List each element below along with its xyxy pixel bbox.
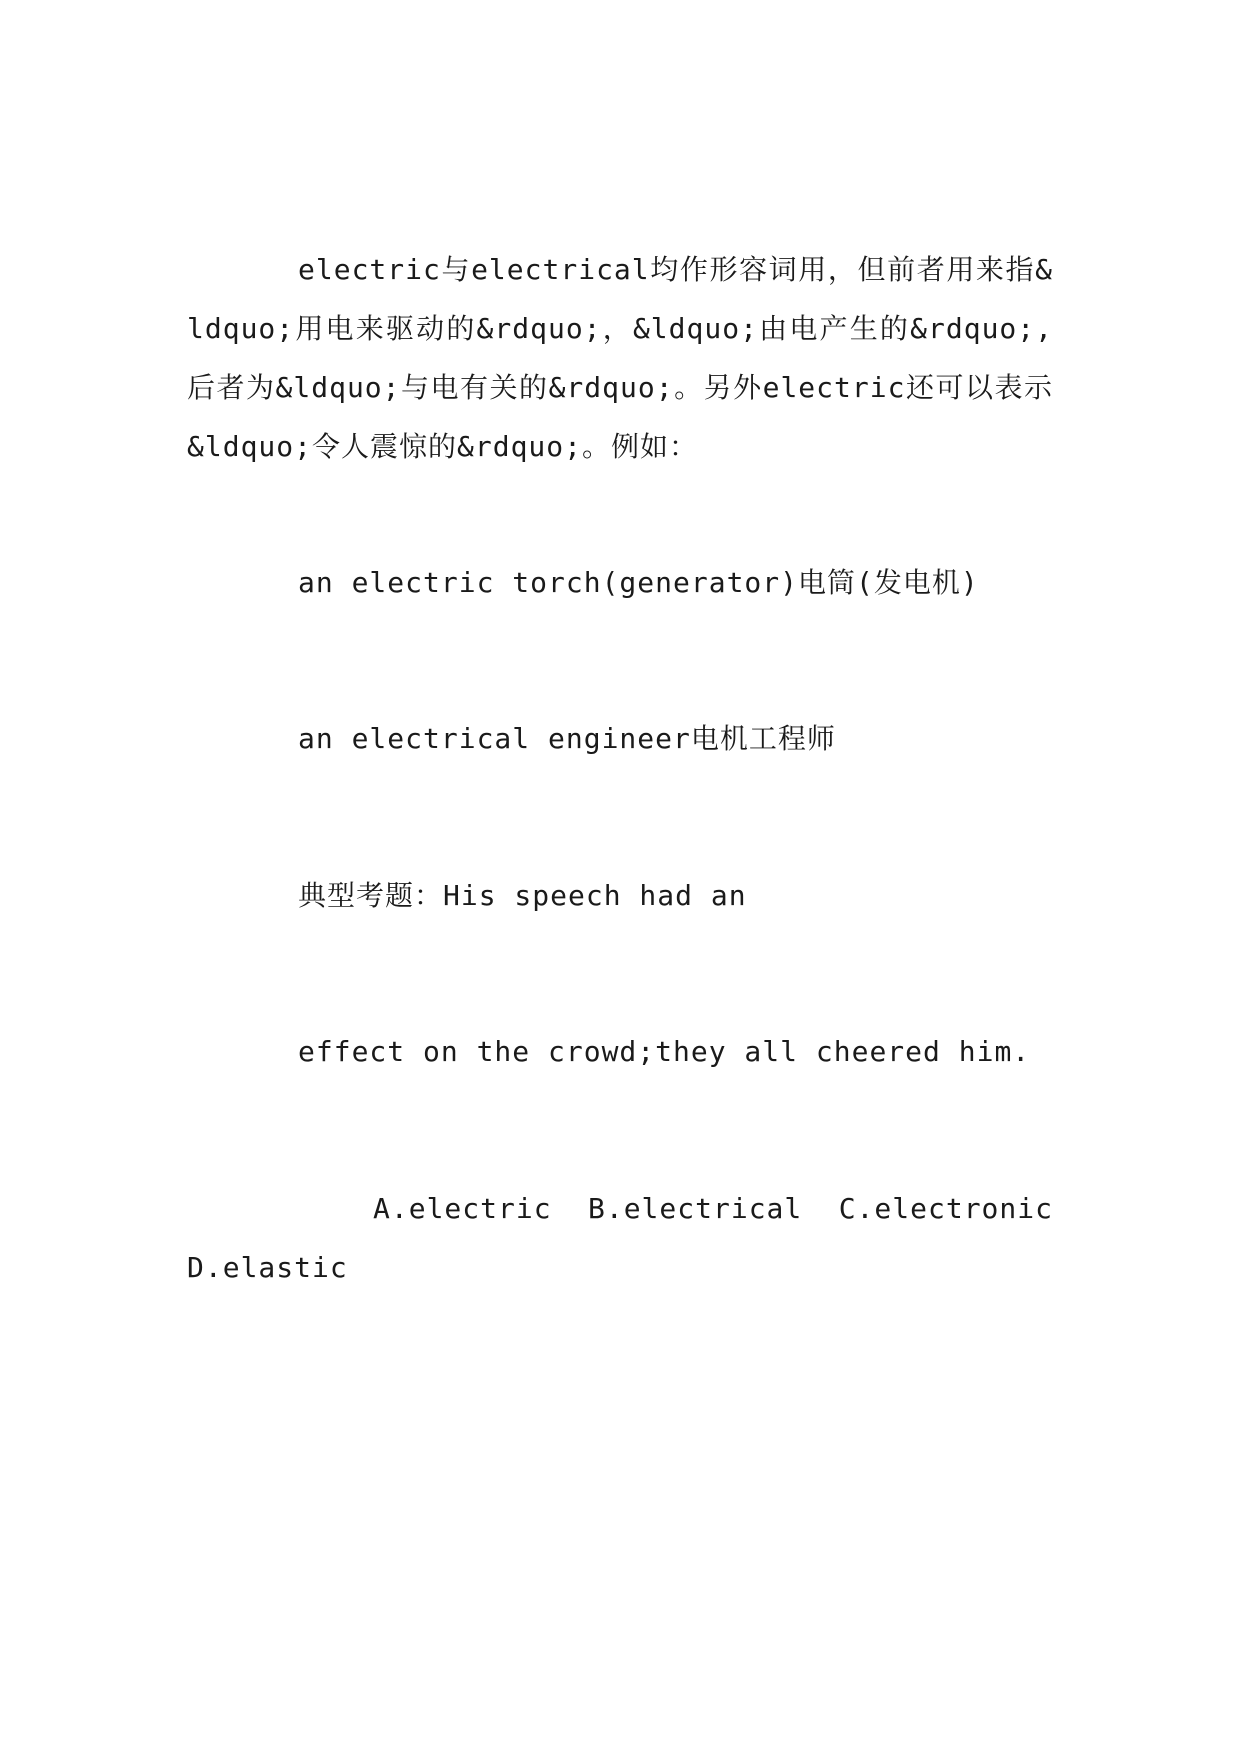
option-b: B.electrical <box>587 1192 803 1225</box>
option-c: C.electronic <box>838 1192 1053 1225</box>
example-electrical-engineer: an electrical engineer电机工程师 <box>298 722 836 755</box>
question-line-1: 典型考题：His speech had an <box>298 879 747 912</box>
option-a: A.electric <box>373 1192 552 1225</box>
intro-paragraph: electric与electrical均作形容词用，但前者用来指&ldquo;用电来驱动的&rdquo;，&ldquo;由电产生的&rdquo;,后者为&ldquo;与电有关的&rdquo;。另外electric还可以表示&ldquo;令人震惊的&rdquo;。例如： <box>187 253 1053 463</box>
example-electric-torch: an electric torch(generator)电筒(发电机) <box>298 566 979 599</box>
question-line-2: effect on the crowd;they all cheered him. <box>298 1035 1031 1068</box>
option-d: D.elastic <box>187 1251 348 1284</box>
answer-options <box>187 1179 1053 1297</box>
